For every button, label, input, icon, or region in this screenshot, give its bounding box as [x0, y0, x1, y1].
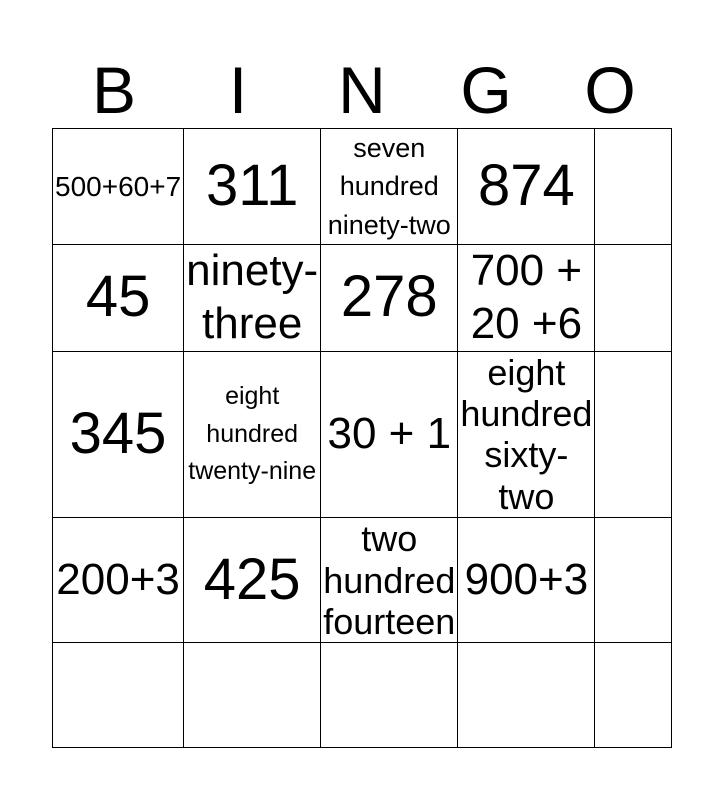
bingo-cell-r5-c3[interactable]	[321, 643, 458, 747]
bingo-cell-r3-c4[interactable]	[458, 352, 595, 519]
bingo-cell-text: 500+60+7	[55, 170, 182, 202]
bingo-cell-r4-c3[interactable]	[321, 518, 458, 643]
header-letter-b: B	[91, 53, 137, 127]
bingo-cell-r1-c4[interactable]	[458, 129, 595, 245]
bingo-header	[52, 52, 672, 128]
bingo-cell-r5-c5[interactable]	[595, 643, 671, 747]
bingo-cell-r2-c3[interactable]	[321, 245, 458, 352]
bingo-cell-r2-c1[interactable]	[53, 245, 184, 352]
bingo-cell-r1-c2[interactable]	[184, 129, 321, 245]
bingo-cell-r1-c1[interactable]	[53, 129, 184, 245]
bingo-cell-r2-c5[interactable]	[595, 245, 671, 352]
header-letter-o: O	[584, 53, 636, 127]
bingo-cell-text: 30 + 1	[327, 408, 452, 458]
header-letter-i: I	[228, 53, 248, 127]
bingo-cell-r4-c5[interactable]	[595, 518, 671, 643]
bingo-cell-r3-c5[interactable]	[595, 352, 671, 519]
bingo-cell-r5-c2[interactable]	[184, 643, 321, 747]
bingo-cell-text: 278	[340, 264, 438, 330]
header-letter-g: G	[460, 53, 512, 127]
bingo-cell-r3-c1[interactable]	[53, 352, 184, 519]
bingo-cell-text: 425	[203, 546, 301, 612]
bingo-cell-text: 200+3	[56, 554, 180, 604]
bingo-cell-r4-c4[interactable]	[458, 518, 595, 643]
bingo-cell-r1-c3[interactable]	[321, 129, 458, 245]
bingo-board	[52, 128, 672, 748]
bingo-cell-r3-c2[interactable]	[184, 352, 321, 519]
bingo-cell-text: 900+3	[464, 554, 589, 604]
bingo-cell-text: 874	[477, 153, 575, 219]
bingo-cell-r1-c5[interactable]	[595, 129, 671, 245]
bingo-cell-r2-c4[interactable]	[458, 245, 595, 352]
bingo-cell-r3-c3[interactable]	[321, 352, 458, 519]
bingo-cell-r5-c4[interactable]	[458, 643, 595, 747]
header-letter-n: N	[338, 53, 386, 127]
bingo-cell-r4-c2[interactable]	[184, 518, 321, 643]
bingo-cell-text: 45	[85, 264, 151, 330]
bingo-cell-text: eight hundred twenty-nine	[188, 382, 317, 486]
bingo-cell-text: eight hundred sixty-two	[460, 351, 593, 517]
bingo-cell-r5-c1[interactable]	[53, 643, 184, 747]
bingo-cell-text: seven hundred ninety-two	[327, 133, 451, 240]
bingo-cell-text: 345	[69, 400, 167, 466]
bingo-cell-text: two hundred fourteen	[323, 518, 456, 642]
bingo-cell-r4-c1[interactable]	[53, 518, 184, 643]
bingo-cell-r2-c2[interactable]	[184, 245, 321, 352]
bingo-cell-text: ninety-three	[186, 245, 319, 348]
bingo-cell-text: 700 + 20 +6	[470, 245, 583, 348]
bingo-cell-text: 311	[205, 153, 299, 219]
